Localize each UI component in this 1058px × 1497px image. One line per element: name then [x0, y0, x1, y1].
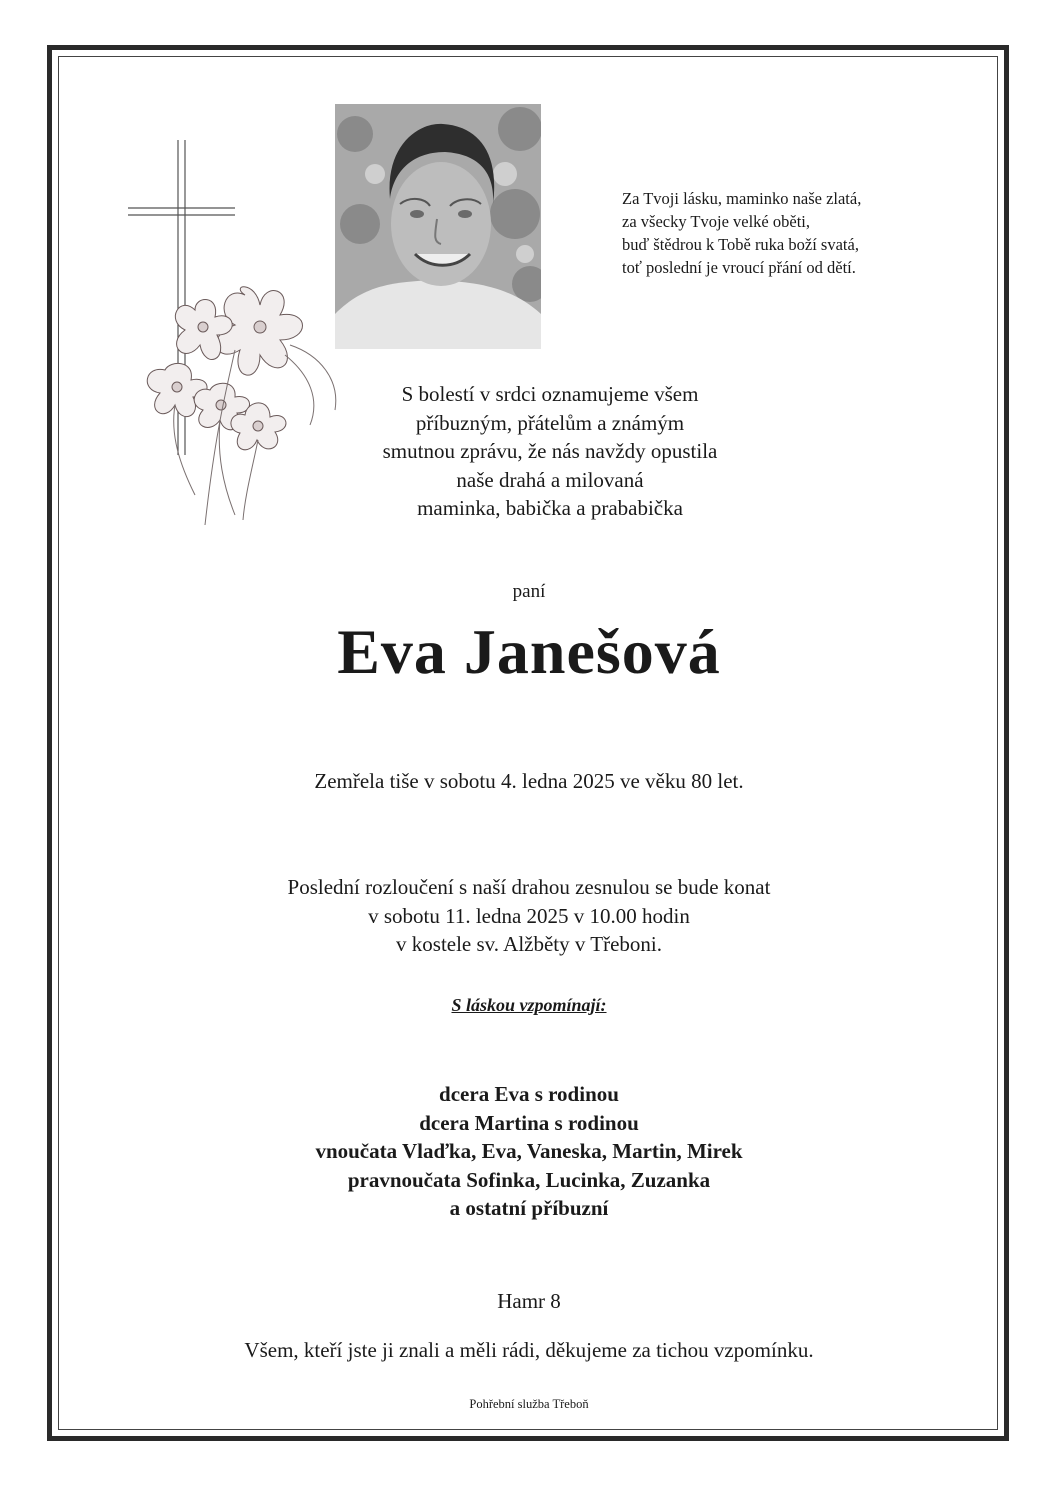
mourner-line: dcera Martina s rodinou — [419, 1110, 639, 1135]
address: Hamr 8 — [497, 1289, 561, 1313]
announcement-line: příbuzným, přátelům a známým — [415, 410, 685, 435]
mourner-line: pravnoučata Sofinka, Lucinka, Zuzanka — [347, 1167, 711, 1192]
announcement — [280, 380, 820, 523]
deceased-title: paní — [512, 581, 546, 602]
farewell-line: v sobotu 11. ledna 2025 v 10.00 hodin — [368, 903, 690, 928]
deceased-name: Eva Janešová — [337, 616, 721, 687]
mourners-list — [0, 1080, 1058, 1223]
mourners-heading: S láskou vzpomínají: — [451, 995, 607, 1015]
funeral-service-name: Pohřební služba Třeboň — [469, 1397, 589, 1411]
poem-line: toť poslední je vroucí přání od dětí. — [622, 258, 856, 277]
announcement-line: naše drahá a milovaná — [456, 467, 644, 492]
death-notice: Zemřela tiše v sobotu 4. ledna 2025 ve věku 80 let. — [314, 769, 744, 793]
mourner-line: a ostatní příbuzní — [449, 1196, 609, 1220]
poem-line: buď štědrou k Tobě ruka boží svatá, — [622, 235, 859, 254]
poem-line: za všecky Tvoje velké oběti, — [622, 212, 811, 231]
farewell-info — [0, 873, 1058, 959]
poem-line: Za Tvoji lásku, maminko naše zlatá, — [622, 189, 862, 208]
mourner-line: dcera Eva s rodinou — [439, 1082, 619, 1106]
announcement-line: S bolestí v srdci oznamujeme všem — [401, 382, 699, 406]
announcement-line: maminka, babička a prababička — [417, 496, 683, 520]
farewell-line: v kostele sv. Alžběty v Třeboni. — [396, 932, 662, 956]
farewell-line: Poslední rozloučení s naší drahou zesnulou se bude konat — [287, 875, 771, 899]
poem — [622, 187, 922, 279]
mourner-line: vnoučata Vlaďka, Eva, Vaneska, Martin, Mirek — [315, 1139, 743, 1163]
announcement-line: smutnou zprávu, že nás navždy opustila — [382, 439, 718, 463]
portrait-photo — [335, 104, 541, 349]
thanks-note: Všem, kteří jste ji znali a měli rádi, děkujeme za tichou vzpomínku. — [244, 1338, 814, 1362]
